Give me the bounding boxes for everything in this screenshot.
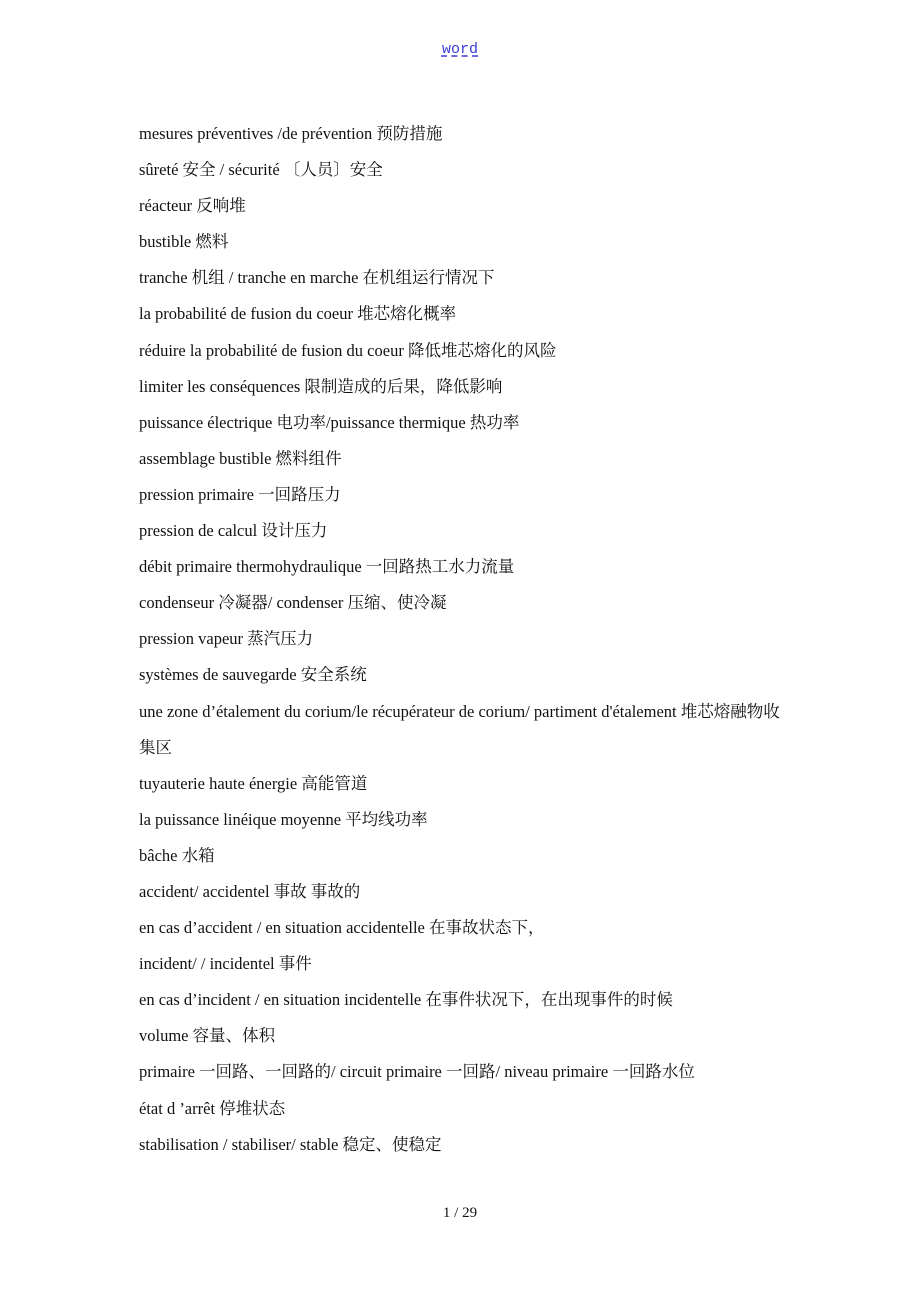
term-line: pression vapeur 蒸汽压力: [139, 629, 314, 649]
term-line: mesures préventives /de prévention 预防措施: [139, 124, 443, 143]
term-line: stabilisation / stabiliser/ stable 稳定、使稳定: [139, 1134, 442, 1154]
term-line: puissance électrique 电功率/puissance thermique 热功率: [139, 412, 520, 432]
term-line: incident/ / incidentel 事件: [139, 954, 312, 974]
term-line: bâche 水箱: [139, 845, 215, 865]
term-line: volume 容量、体积: [139, 1026, 276, 1046]
term-line: la puissance linéique moyenne 平均线功率: [139, 809, 428, 829]
term-line: tranche 机组 / tranche en marche 在机组运行情况下: [139, 268, 495, 288]
term-line: réacteur 反响堆: [139, 196, 246, 216]
term-line: sûreté 安全 / sécurité 〔人员〕安全: [139, 160, 383, 180]
term-line: état d ’arrêt 停堆状态: [139, 1098, 286, 1118]
word-link[interactable]: word: [441, 41, 478, 58]
term-line: pression primaire 一回路压力: [139, 484, 341, 504]
term-line: réduire la probabilité de fusion du coeur 降低堆芯熔化的风险: [139, 340, 557, 360]
page-number: 1 / 29: [442, 1205, 478, 1221]
term-line: primaire 一回路、一回路的/ circuit primaire 一回路/ niveau primaire 一回路水位: [139, 1062, 695, 1082]
page-header: [0, 40, 920, 58]
term-line: débit primaire thermohydraulique 一回路热工水力流量: [139, 557, 515, 577]
term-line: pression de calcul 设计压力: [139, 521, 328, 541]
term-line: assemblage bustible 燃料组件: [139, 448, 342, 468]
term-line: systèmes de sauvegarde 安全系统: [139, 665, 367, 685]
term-line: bustible 燃料: [139, 232, 229, 252]
term-line: en cas d’accident / en situation accidentelle 在事故状态下，: [139, 918, 545, 938]
term-line: condenseur 冷凝器/ condenser 压缩、使冷凝: [139, 593, 447, 613]
term-line: une zone d’étalement du corium/le récupérateur de corium/ partiment d'étalement 堆芯熔融物收集区: [139, 701, 780, 757]
term-line: accident/ accidentel 事故 事故的: [139, 881, 361, 901]
term-line: limiter les conséquences 限制造成的后果，降低影响: [139, 376, 503, 396]
term-line: en cas d’incident / en situation incidentelle 在事件状况下，在出现事件的时候: [139, 990, 673, 1010]
term-line: la probabilité de fusion du coeur 堆芯熔化概率: [139, 304, 457, 324]
document-body: [139, 116, 789, 1163]
term-line: tuyauterie haute énergie 高能管道: [139, 773, 368, 793]
